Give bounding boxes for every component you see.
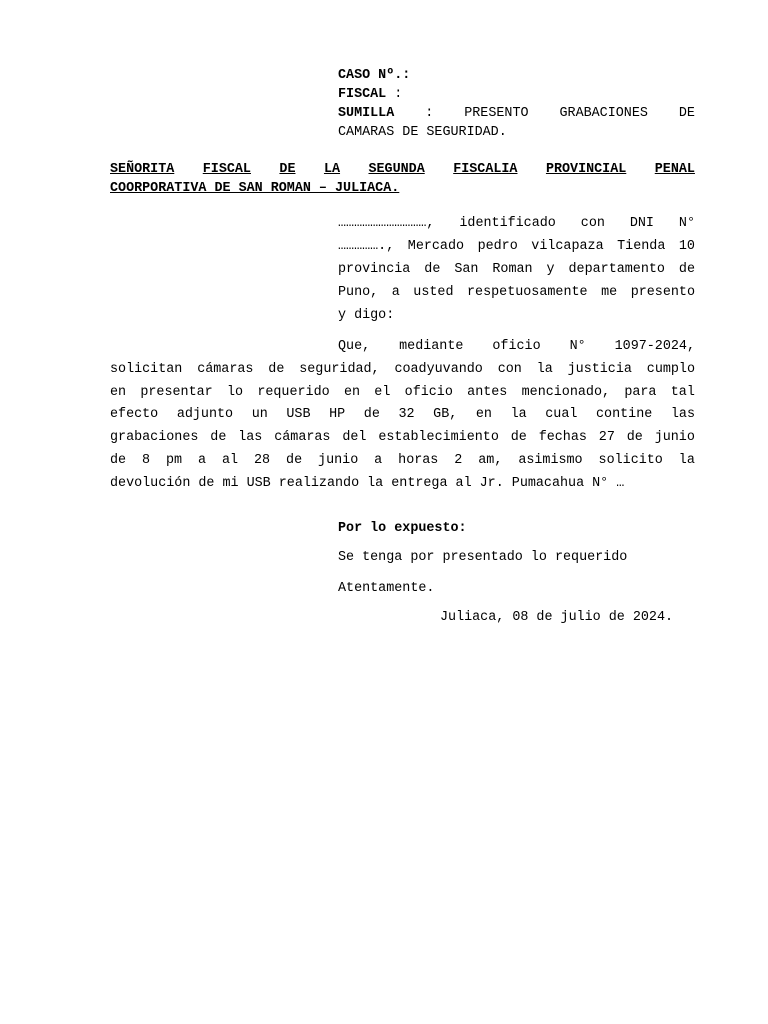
word: el [374, 384, 391, 400]
word: solicitan [110, 361, 183, 377]
word: oficio [492, 339, 541, 354]
word: lo [226, 384, 244, 400]
place-date: Juliaca, 08 de julio de 2024. [440, 609, 674, 625]
word: pedro [477, 239, 518, 254]
word: 28 [254, 452, 271, 468]
word: a [374, 452, 383, 468]
word: provincia [338, 262, 411, 277]
addressee-line-2: COORPORATIVA DE SAN ROMAN – JULIACA. [110, 181, 400, 196]
word: junio [318, 452, 359, 468]
word: San [454, 262, 479, 277]
word: a [391, 285, 400, 300]
sumilla-word: PRESENTO [464, 106, 529, 121]
caso-label: CASO Nº.: [338, 68, 411, 83]
word: cámaras [274, 430, 331, 446]
word: un [251, 407, 268, 423]
sumilla-word: GRABACIONES [559, 106, 648, 121]
word: de [210, 430, 227, 446]
intro-paragraph [338, 212, 695, 327]
word: de [268, 361, 285, 377]
word: vilcapaza [531, 239, 604, 254]
word: en [475, 407, 492, 423]
word: N° [569, 339, 586, 354]
word: FISCALIA [453, 162, 518, 177]
word: con [580, 216, 605, 231]
word: mencionado, [521, 384, 611, 400]
word: LA [323, 162, 341, 177]
sumilla-line-1 [338, 104, 695, 123]
sumilla-word: DE [678, 106, 695, 121]
word: me [601, 285, 618, 300]
word: Mercado [407, 239, 465, 254]
body-line [110, 359, 695, 382]
word: en [343, 384, 361, 400]
petition-text: Se tenga por presentado lo requerido [338, 549, 628, 565]
word: cumplo [646, 361, 695, 377]
word: SEÑORITA [110, 162, 175, 177]
word: identificado [459, 216, 556, 231]
word: horas [398, 452, 439, 468]
word: DNI [629, 216, 654, 231]
word: 32 [398, 407, 415, 423]
word: cámaras [197, 361, 254, 377]
word: la [510, 407, 527, 423]
word: antes [467, 384, 508, 400]
intro-line-3 [338, 258, 695, 281]
por-lo-expuesto: Por lo expuesto: [338, 520, 467, 536]
word: Puno, [338, 285, 379, 300]
word: de [626, 430, 643, 446]
sumilla-label: SUMILLA [338, 106, 395, 121]
word: establecimiento [378, 430, 499, 446]
body-paragraph [110, 336, 695, 496]
body-line [110, 404, 695, 427]
word: respetuosamente [467, 285, 588, 300]
addressee-line-1 [110, 160, 695, 179]
word: al [222, 452, 239, 468]
word: ……………………………, [338, 216, 435, 231]
word: 10 [678, 239, 695, 254]
word: N° [678, 216, 695, 231]
word: las [238, 430, 263, 446]
word: 27 [598, 430, 615, 446]
sumilla-word: : [425, 106, 434, 121]
word: en [110, 384, 127, 400]
word: junio [654, 430, 695, 446]
body-line [110, 450, 695, 473]
intro-line-5: y digo: [338, 308, 395, 323]
addressee [110, 160, 695, 198]
body-line [110, 427, 695, 450]
word: coadyuvando [394, 361, 483, 377]
word: de [678, 262, 695, 277]
word: contine [596, 407, 653, 423]
word: USB [286, 407, 311, 423]
word: am, [478, 452, 503, 468]
intro-line-4 [338, 281, 695, 304]
word: de [363, 407, 380, 423]
word: solicito [598, 452, 663, 468]
word: requerido [257, 384, 330, 400]
intro-line-1 [338, 212, 695, 235]
word: para [624, 384, 657, 400]
word: de [110, 452, 127, 468]
word: del [342, 430, 367, 446]
atentamente: Atentamente. [338, 580, 435, 596]
word: seguridad, [299, 361, 380, 377]
word: a [198, 452, 207, 468]
body-line [110, 382, 695, 405]
word: de [286, 452, 303, 468]
word: y [546, 262, 555, 277]
word: mediante [399, 339, 464, 354]
word: adjunto [176, 407, 234, 423]
document-page [110, 66, 695, 625]
word: departamento [568, 262, 665, 277]
word: cual [545, 407, 578, 423]
word: FISCAL [202, 162, 251, 177]
word: usted [413, 285, 454, 300]
word: de [424, 262, 441, 277]
word: efecto [110, 407, 159, 423]
word: tal [670, 384, 695, 400]
word: asimismo [518, 452, 583, 468]
body-line-last: devolución de mi USB realizando la entrega al Jr. Pumacahua N° … [110, 475, 625, 491]
word: fechas [538, 430, 587, 446]
word: 8 [142, 452, 151, 468]
intro-line-2 [338, 235, 695, 258]
word: Tienda [617, 239, 666, 254]
word: presentar [140, 384, 213, 400]
word: con [497, 361, 522, 377]
sumilla-line-2: CAMARAS DE SEGURIDAD. [338, 125, 507, 140]
word: la [678, 452, 695, 468]
word: HP [329, 407, 346, 423]
word: grabaciones [110, 430, 199, 446]
word: Roman [492, 262, 533, 277]
body-line-first [110, 336, 695, 359]
word: ……………., [338, 239, 395, 254]
word: SEGUNDA [368, 162, 425, 177]
word: Que, [338, 339, 371, 354]
closing-block [338, 521, 695, 596]
fiscal-label: FISCAL [338, 87, 387, 102]
word: las [670, 407, 695, 423]
sumilla-block [338, 104, 695, 142]
fiscal-colon: : [394, 87, 403, 102]
case-header [338, 66, 695, 142]
word: presento [630, 285, 695, 300]
word: justicia [567, 361, 632, 377]
word: 2 [454, 452, 463, 468]
word: pm [166, 452, 183, 468]
word: DE [279, 162, 296, 177]
word: GB, [433, 407, 458, 423]
word: 1097-2024, [614, 339, 695, 354]
word: la [536, 361, 553, 377]
word: PROVINCIAL [545, 162, 627, 177]
word: oficio [404, 384, 453, 400]
fiscal-line [338, 85, 695, 104]
word: de [510, 430, 527, 446]
caso-line [338, 66, 695, 85]
word: PENAL [654, 162, 695, 177]
